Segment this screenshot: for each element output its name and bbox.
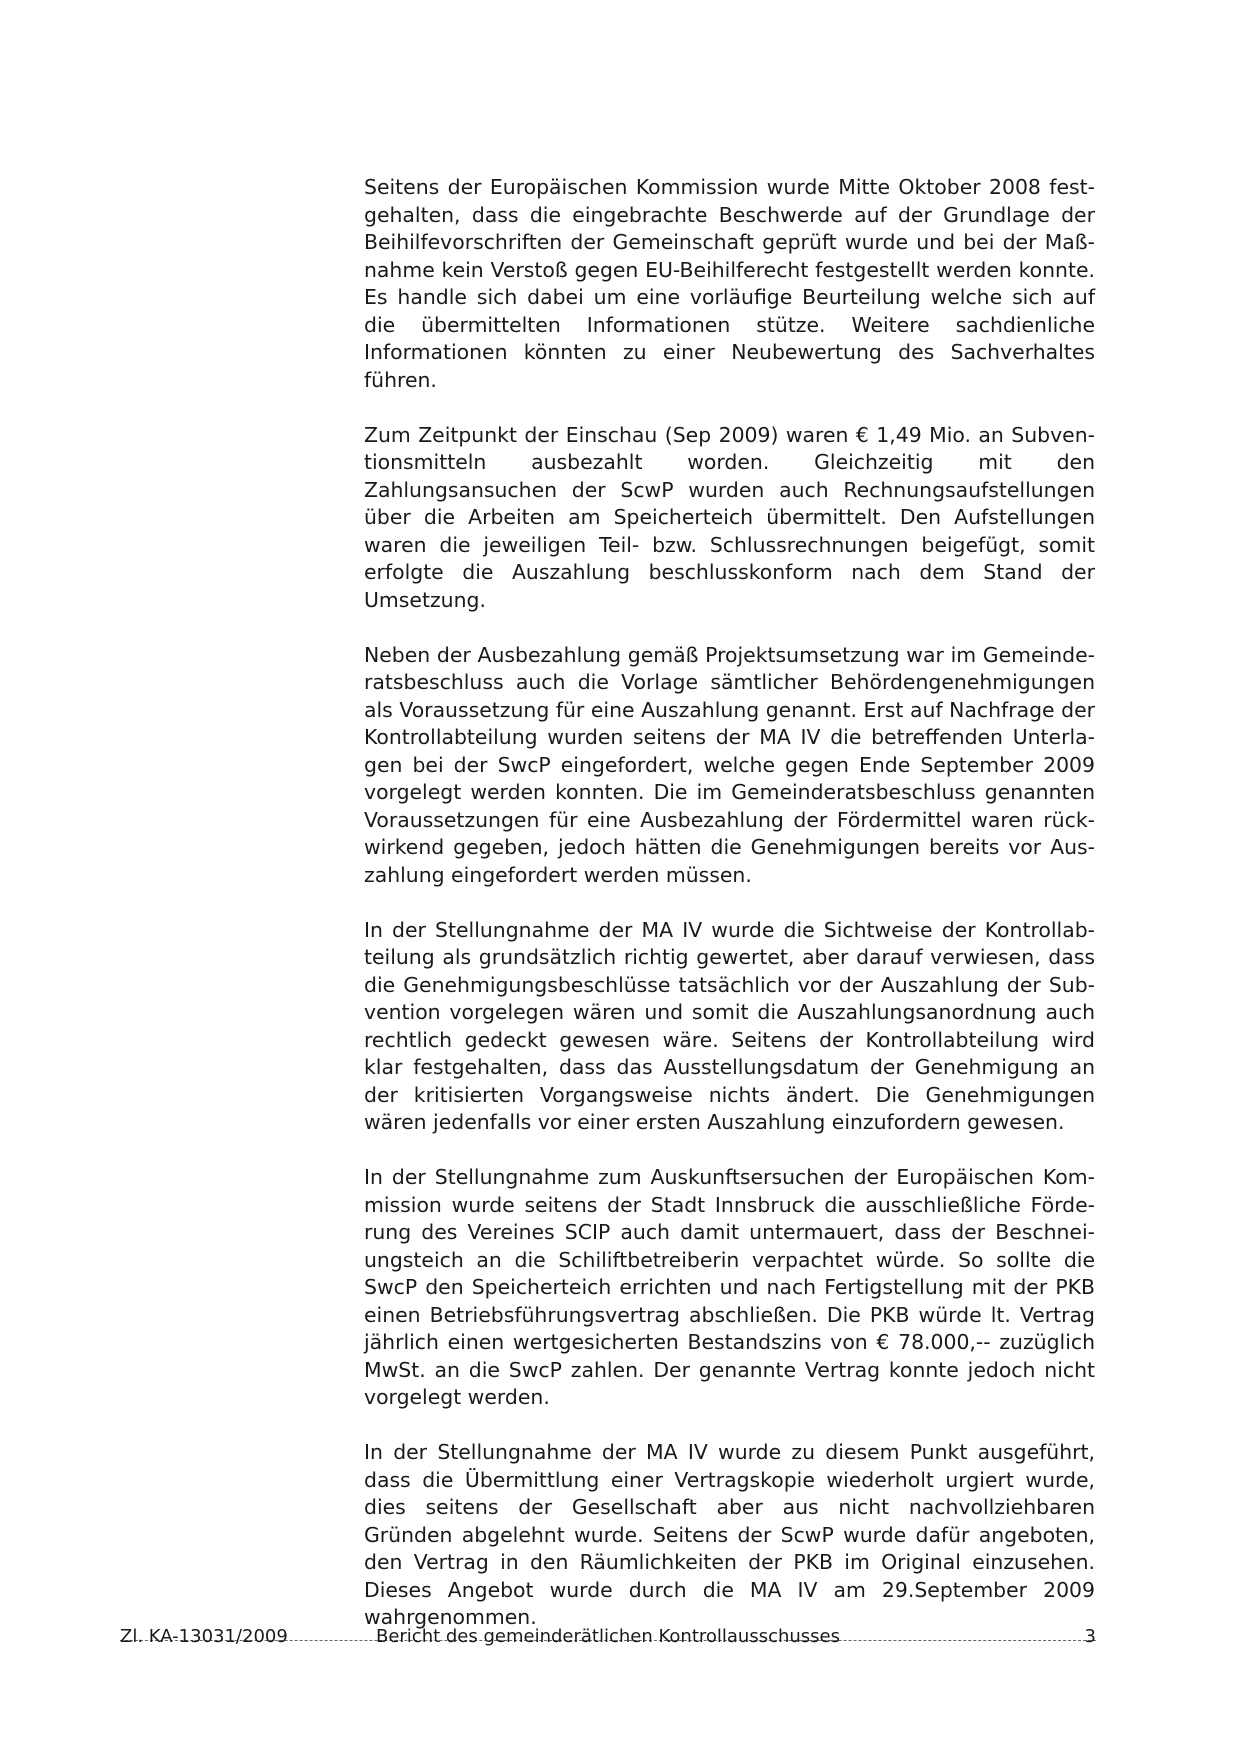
paragraph-ma-iv-statement-permits: In der Stellungnahme der MA IV wurde die Sichtweise der Kontrollabteilung als grundsätzlich richtig gewertet, aber darauf verwiesen, dass die Genehmigungsbeschlüsse tatsächlich vor der Auszahlung der Subvention vorgelegen wären und somit die Auszahlungsanordnung auch rechtlich gedeckt gewesen wäre. Seitens der Kontrollabteilung wird klar festgehalten, dass das Ausstellungsdatum der Genehmigung an der kritisierten Vorgangsweise nichts ändert. Die Genehmigungen wären jedenfalls vor einer ersten Auszahlung einzufordern gewesen. [364,917,1095,1134]
paragraph-permit-requirements: Neben der Ausbezahlung gemäß Projektsumsetzung war im Gemeinderatsbeschluss auch die Vorlage sämtlicher Behördengenehmigungen als Voraussetzung für eine Auszahlung genannt. Erst auf Nachfrage der Kontrollabteilung wurden seitens der MA IV die betreffenden Unterlagen bei der SwcP eingefordert, welche gegen Ende September 2009 vorgelegt werden konnten. Die im Gemeinderatsbeschluss genannten Voraussetzungen für eine Ausbezahlung der Fördermittel waren rückwirkend gegeben, jedoch hätten die Genehmigungen bereits vor Auszahlung eingefordert werden müssen. [364,642,1095,887]
page-footer [120,1626,1096,1646]
paragraph-lease-contract: In der Stellungnahme zum Auskunftsersuchen der Europäischen Kommission wurde seitens der Stadt Innsbruck die ausschließliche Förderung des Vereines SCIP auch damit untermauert, dass der Beschneiungsteich an die Schiliftbetreiberin verpachtet würde. So sollte die SwcP den Speicherteich errichten und nach Fertigstellung mit der PKB einen Betriebsführungsvertrag abschließen. Die PKB würde lt. Vertrag jährlich einen wertgesicherten Bestandszins von € 78.000,-- zuzüglich MwSt. an die SwcP zahlen. Der genannte Vertrag konnte jedoch nicht vorgelegt werden. [364,1165,1095,1409]
paragraph-eu-commission-assessment: Seitens der Europäischen Kommission wurde Mitte Oktober 2008 festgehalten, dass die eingebrachte Beschwerde auf der Grundlage der Beihilfevorschriften der Gemeinschaft geprüft wurde und bei der Maßnahme kein Verstoß gegen EU-Beihilferecht festgestellt werden konnte. Es handle sich dabei um eine vorläufige Beurteilung welche sich auf die übermittelten Informationen stütze. Weitere sachdienliche Informationen könnten zu einer Neubewertung des Sachverhaltes führen. [364,175,1095,392]
footer-reference: Zl. KA-13031/2009 [120,1626,288,1647]
paragraph-ma-iv-statement-contract: In der Stellungnahme der MA IV wurde zu diesem Punkt ausgeführt, dass die Übermittlung einer Vertragskopie wiederholt urgiert wurde, dies seitens der Gesellschaft aber aus nicht nachvollziehbaren Gründen abgelehnt wurde. Seitens der ScwP wurde dafür angeboten, den Vertrag in den Räumlichkeiten der PKB im Original einzusehen. Dieses Angebot wurde durch die MA IV am 29.September 2009 wahrgenommen. [364,1440,1095,1629]
footer-page-number: 3 [1084,1626,1096,1647]
report-body [364,174,1095,1659]
paragraph-subsidy-payout: Zum Zeitpunkt der Einschau (Sep 2009) waren € 1,49 Mio. an Subventionsmitteln ausbezahlt worden. Gleichzeitig mit den Zahlungsansuchen der ScwP wurden auch Rechnungsaufstellungen über die Arbeiten am Speicherteich übermittelt. Den Aufstellungen waren die jeweiligen Teil- bzw. Schlussrechnungen beigefügt, somit erfolgte die Auszahlung beschlusskonform nach dem Stand der Umsetzung. [364,422,1095,612]
footer-report-title: Bericht des gemeinderätlichen Kontrollausschusses [375,1626,841,1647]
